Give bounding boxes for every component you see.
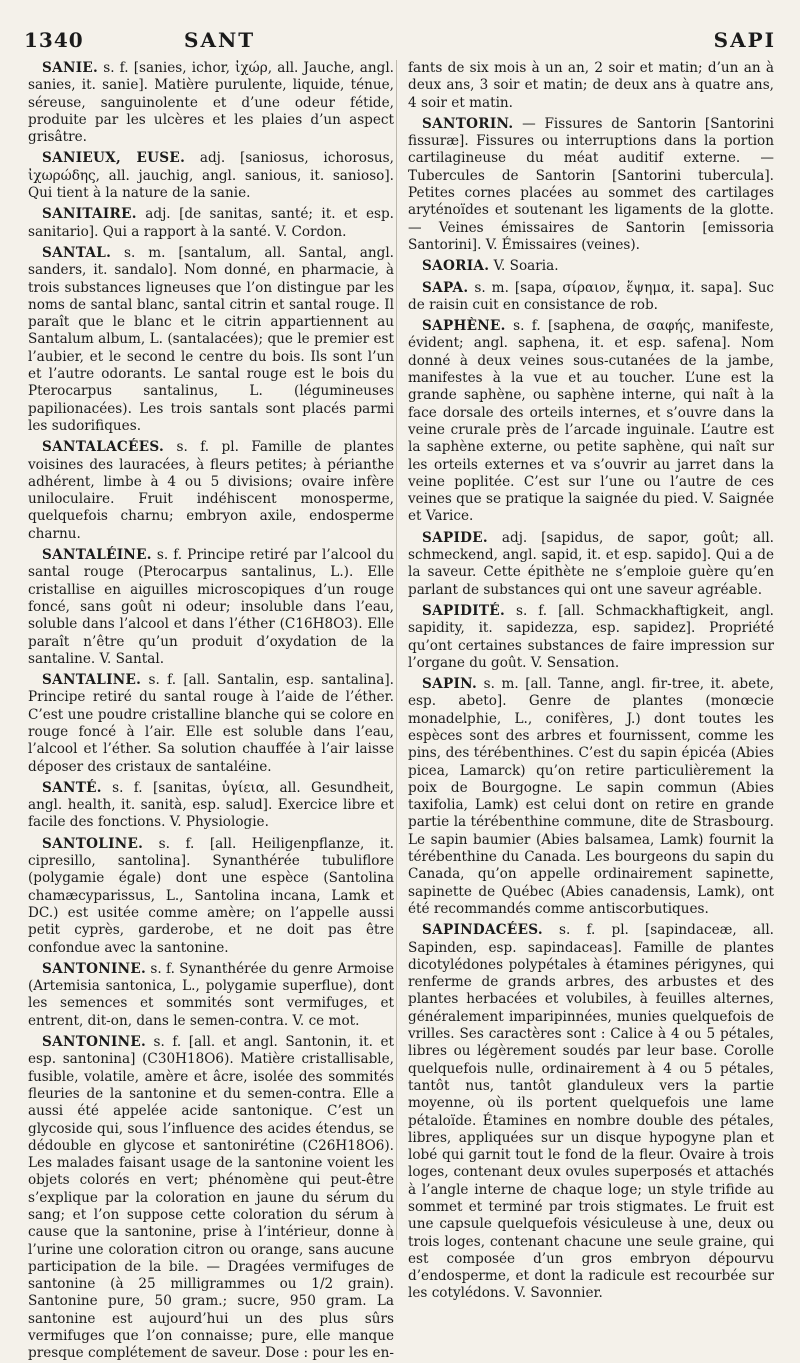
entry-text: s. f. pl. [sapindaceæ, all. Sapinden, esp. sapindaceas]. Famille de plantes dicotylédones polypétales à étamines périgynes, qui renferme de grands arbres, des arbustes et des plantes herbacées et volubiles, à feuilles alternes, généralement imparipinnées, munies quelquefois de vrilles. Ses caractères sont : Calice à 4 ou 5 pétales, libres ou légèrement soudés par leur base. Corolle quelquefois nulle, ordinairement à 4 ou 5 pétales, tantôt nus, tantôt glanduleux vers la partie moyenne, où ils portent quelquefois une lame pétaloïde. Étamines en nombre double des pétales, libres, appliquées sur un disque hypogyne plan et lobé qui garnit tout le fond de la fleur. Ovaire à trois loges, contenant deux ovules superposés et attachés à l’angle interne de chaque loge; un style trifide au sommet et terminé par trois stigmates. Le fruit est une capsule quelquefois vésiculeuse à une, deux ou trois loges, contenant chacune une seule graine, qui est composée d’un gros embryon dépourvu d’endosperme, et dont la radicule est recourbée sur les cotylédons. V. Savonnier. xyxy=(408,922,774,1302)
dictionary-entry-continued xyxy=(408,60,774,112)
entry-headword: SAPHÈNE. xyxy=(422,318,506,335)
entry-headword: SANTAL. xyxy=(42,244,112,261)
dictionary-entry xyxy=(408,280,774,315)
column-divider xyxy=(396,60,397,1240)
entry-headword: SAPIN. xyxy=(422,676,478,693)
entry-headword: SANITAIRE. xyxy=(42,206,137,223)
entry-headword: SANTALÉINE. xyxy=(42,547,152,564)
entry-headword: SANTORIN. xyxy=(422,115,514,132)
left-column xyxy=(28,60,394,1362)
entry-headword: SANIEUX, EUSE. xyxy=(42,150,186,167)
dictionary-entry xyxy=(28,547,394,668)
entry-headword: SAPINDACÉES. xyxy=(422,922,543,939)
entry-headword: SANTALACÉES. xyxy=(42,439,165,456)
dictionary-entry xyxy=(28,60,394,146)
entry-headword: SANTALINE. xyxy=(42,672,142,689)
entry-text: s. m. [santalum, all. Santal, angl. sanders, it. sandalo]. Nom donné, en pharmacie, à trois substances ligneuses que l’on distingue par les noms de santal blanc, santal citrin et santal rouge. Il paraît que le blanc et le citrin appartiennent au Santalum album, L. (santalacées); que le premier est l’aubier, et le second le centre du bois. Ils sont l’un et l’autre odorants. Le santal rouge est le bois du Pterocarpus santalinus, L. (légumineuses papilionacées). Les trois santals sont placés parmi les sudorifiques. xyxy=(28,244,394,434)
entry-text: adj. [sapidus, de sapor, goût; all. schmeckend, angl. sapid, it. et esp. sapido]. Qui a de la saveur. Cette épithète ne s’emploie guère qu’en parlant de substances qui ont une saveur agréable. xyxy=(408,529,774,598)
dictionary-entry xyxy=(28,439,394,543)
entry-headword: SANTOLINE. xyxy=(42,835,144,852)
entry-text: s. f. pl. Famille de plantes voisines des lauracées, à fleurs petites; à périanthe adhérent, limbe à 4 ou 5 divisions; ovaire infère uniloculaire. Fruit indéhiscent monosperme, quelquefois charnu; embryon axile, endosperme charnu. xyxy=(28,439,394,542)
dictionary-entry xyxy=(408,676,774,918)
entry-headword: SANTÉ. xyxy=(42,779,102,796)
entry-text: s. f. [sanitas, ὑγίεια, all. Gesundheit, angl. health, it. sanità, esp. salud]. Exercice libre et facile des fonctions. V. Physiologie. xyxy=(28,779,394,831)
entry-text: s. f. Principe retiré par l’alcool du santal rouge (Pterocarpus santalinus, L.). Elle cristallise en aiguilles microscopiques d’un rouge foncé, sans goût ni odeur; insoluble dans l’eau, soluble dans l’alcool et dans l’éther (C16H8O3). Elle paraît n’être qu’un produit d’oxydation de la santaline. V. Santal. xyxy=(28,547,394,667)
entry-text: adj. [saniosus, ichorosus, ἰχωρώδης, all. jauchig, angl. sanious, it. sanioso]. Qui tient à la nature de la sanie. xyxy=(28,150,394,202)
entry-text: fants de six mois à un an, 2 soir et matin; d’un an à deux ans, 3 soir et matin; de deux ans à quatre ans, 4 soir et matin. xyxy=(408,60,774,111)
dictionary-entry xyxy=(408,116,774,254)
page-header xyxy=(24,28,776,54)
right-column xyxy=(408,60,774,1302)
page-number: 1340 xyxy=(24,28,84,52)
running-head-right: SAPI xyxy=(713,28,776,52)
dictionary-entry xyxy=(28,961,394,1030)
entry-headword: SAPIDE. xyxy=(422,529,488,546)
entry-text: s. m. [all. Tanne, angl. fir-tree, it. abete, esp. abeto]. Genre de plantes (monœcie monadelphie, L., conifères, J.) dont toutes les espèces sont des arbres et fournissent, comme les pins, des térébenthines. C’est du sapin épicéa (Abies picea, Lamarck) qu’on retire particulièrement la poix de Bourgogne. Le sapin commun (Abies taxifolia, Lamk) est celui dont on retire en grande partie la térébenthine commune, dite de Strasbourg. Le sapin baumier (Abies balsamea, Lamk) fournit la térébenthine du Canada. Les bourgeons du sapin du Canada, qu’on appelle ordinairement sapinette, sapinette de Québec (Abies canadensis, Lamk), ont été recommandés comme antiscorbutiques. xyxy=(408,676,774,917)
entry-text: V. Soaria. xyxy=(489,258,559,275)
dictionary-entry xyxy=(28,836,394,957)
dictionary-entry xyxy=(28,672,394,776)
entry-headword: SAORIA. xyxy=(422,258,490,275)
entry-text: — Fissures de Santorin [Santorini fissuræ]. Fissures ou interruptions dans la portion cartilagineuse du méat auditif externe. — Tubercules de Santorin [Santorini tubercula]. Petites cornes placées au sommet des cartilages aryténoïdes et soutenant les ligaments de la glotte. — Veines émissaires de Santorin [emissoria Santorini]. V. Émissaires (veines). xyxy=(408,115,774,253)
dictionary-entry xyxy=(408,258,774,275)
dictionary-entry xyxy=(28,150,394,202)
entry-headword: SANTONINE. xyxy=(42,960,147,977)
dictionary-entry xyxy=(28,780,394,832)
dictionary-entry xyxy=(28,245,394,435)
running-head-left: SANT xyxy=(184,28,256,52)
entry-headword: SANIE. xyxy=(42,60,99,76)
dictionary-entry xyxy=(408,530,774,599)
dictionary-entry xyxy=(408,318,774,526)
entry-text: s. f. [saphena, de σαφής, manifeste, évident; angl. saphena, it. et esp. safena]. Nom donné à deux veines sous-cutanées de la jambe, manifestes à la vue et au toucher. L’une est la grande saphène, ou saphène interne, qui naît à la face dorsale des orteils internes, et s’ouvre dans la veine crurale près de l’arcade inguinale. L’autre est la saphène externe, ou petite saphène, qui naît sur les orteils externes et va s’ouvrir au jarret dans la veine poplitée. C’est sur l’une ou l’autre de ces veines que se pratique la saignée du pied. V. Saignée et Varice. xyxy=(408,318,774,525)
entry-text: s. m. [sapa, σίραιον, ἕψημα, it. sapa]. Suc de raisin cuit en consistance de rob. xyxy=(408,279,774,313)
entry-headword: SAPIDITÉ. xyxy=(422,602,506,619)
dictionary-entry xyxy=(408,922,774,1303)
entry-text: s. f. Synanthérée du genre Armoise (Artemisia santonica, L., polygamie superflue), dont les semences et sommités sont vermifuges, et entrent, dit-on, dans le semen-contra. V. ce mot. xyxy=(28,960,394,1029)
dictionary-entry xyxy=(408,603,774,672)
entry-headword: SANTONINE. xyxy=(42,1034,147,1051)
entry-text: adj. [de sanitas, santé; it. et esp. sanitario]. Qui a rapport à la santé. V. Cordon. xyxy=(28,206,394,240)
entry-text: s. f. [all. Heiligenpflanze, it. cipresillo, santolina]. Synanthérée tubuliflore (polygamie égale) dont une espèce (Santolina chamæcyparissus, L., Santolina incana, Lamk et DC.) est usitée comme amère; on l’appelle aussi petit cyprès, garderobe, et ne doit pas être confondue avec la santonine. xyxy=(28,835,394,956)
entry-text: s. f. [sanies, ichor, ἰχώρ, all. Jauche, angl. sanies, it. sanie]. Matière purulente, liquide, ténue, séreuse, sanguinolente et d’une odeur fétide, produite par les ulcères et les plaies d’un aspect grisâtre. xyxy=(28,60,394,146)
dictionary-entry xyxy=(28,1034,394,1363)
dictionary-entry xyxy=(28,206,394,241)
entry-text: s. f. [all. Santalin, esp. santalina]. Principe retiré du santal rouge à l’aide de l’éther. C’est une poudre cristalline blanche qui se colore en rouge foncé à l’air. Elle est soluble dans l’eau, l’alcool et l’éther. Sa solution chauffée à l’air laisse déposer des cristaux de santaléine. xyxy=(28,672,394,775)
entry-text: s. f. [all. Schmackhaftigkeit, angl. sapidity, it. sapidezza, esp. sapidez]. Propriété qu’ont certaines substances de faire impression sur l’organe du goût. V. Sensation. xyxy=(408,602,774,671)
entry-headword: SAPA. xyxy=(422,279,469,296)
entry-text: s. f. [all. et angl. Santonin, it. et esp. santonina] (C30H18O6). Matière cristallisable, fusible, volatile, amère et âcre, isolée des sommités fleuries de la santonine et du semen-contra. Elle a aussi été appelée acide santonique. C’est un glycoside qui, sous l’influence des acides étendus, se dédouble en glycose et santonirétine (C26H18O6). Les malades faisant usage de la santonine voient les objets colorés en vert; phénomène qui peut-être s’explique par la coloration en jaune du sérum du sang; et l’on suppose cette coloration du sérum à cause que la santonine, prise à l’intérieur, donne à l’urine une coloration citron ou orange, sans aucune participation de la bile. — Dragées vermifuges de santonine (à 25 milligrammes ou 1/2 grain). Santonine pure, 50 gram.; sucre, 950 gram. La santonine est aujourd’hui un des plus sûrs vermifuges que l’on connaisse; pure, elle manque presque complétement de saveur. Dose : pour les en- xyxy=(28,1034,394,1362)
